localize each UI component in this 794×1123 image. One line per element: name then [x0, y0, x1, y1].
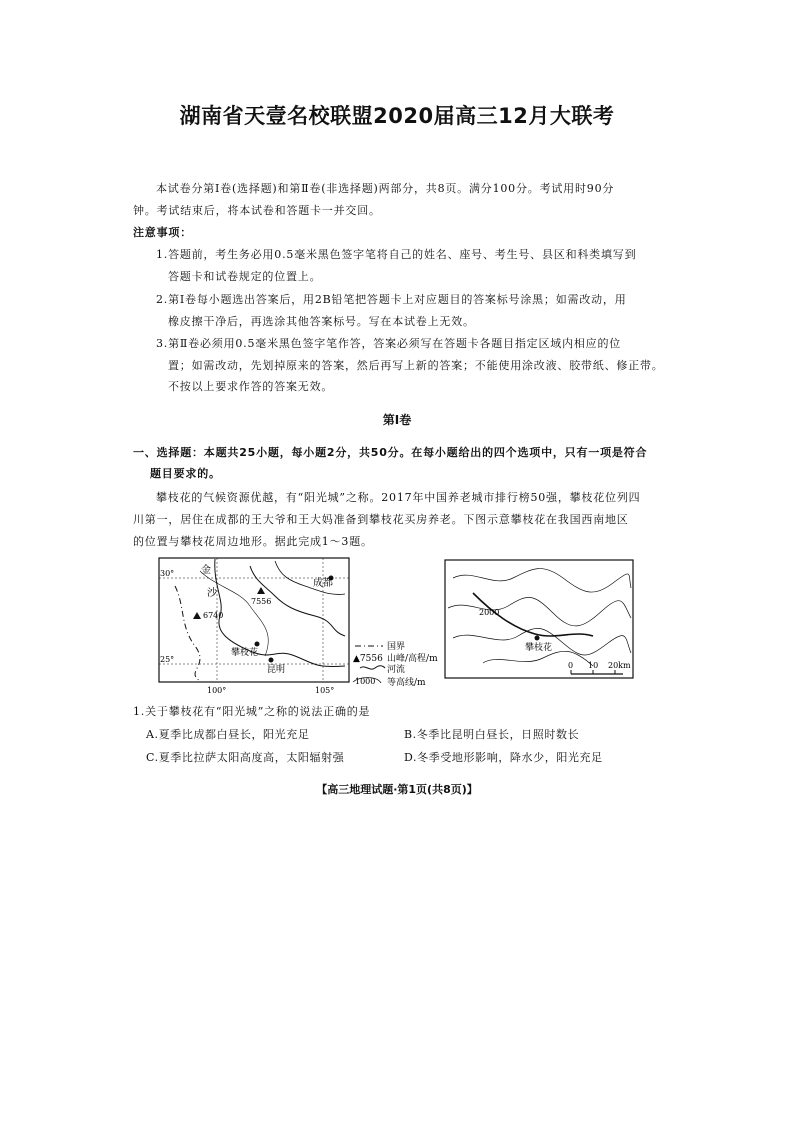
notice-item-3-cont2: 不按以上要求作答的答案无效。: [168, 380, 334, 393]
intro-line-2: 钟。考试结束后，将本试卷和答题卡一并交回。: [133, 204, 381, 217]
panzhihua-icon: [255, 642, 260, 647]
notice-item-1: 1.答题前，考生务必用0.5毫米黑色签字笔将自己的姓名、座号、考生号、县区和科类填写到: [156, 248, 637, 261]
page-title: 湖南省天壹名校联盟2020届高三12月大联考: [179, 104, 615, 128]
jin-label: 金: [201, 565, 211, 576]
legend-river: 河流: [387, 665, 406, 675]
notice-item-2: 2.第Ⅰ卷每小题选出答案后，用2B铅笔把答题卡上对应题目的答案标号涂黑；如需改动，用: [156, 293, 627, 306]
panzhihua-label: 攀枝花: [231, 648, 259, 658]
legend-peak-sym: ▲7556: [353, 654, 383, 664]
lat-25-label: 25°: [160, 655, 175, 664]
notice-item-3: 3.第Ⅱ卷必须用0.5毫米黑色签字笔作答，答案必须写在答题卡各题目指定区域内相应的位: [156, 337, 622, 350]
question-1-option-d: D.冬季受地形影响，降水少，阳光充足: [404, 751, 603, 764]
peak-7556-label: 7556: [251, 597, 272, 606]
question-1-option-a: A.夏季比成都白昼长，阳光充足: [146, 728, 310, 741]
contour-2000-label: 2000: [479, 608, 500, 617]
question-1-option-b: B.冬季比昆明白昼长，日照时数长: [404, 728, 580, 741]
passage-line-2: 川第一，居住在成都的王大爷和王大妈准备到攀枝花买房养老。下图示意攀枝花在我国西南地区: [133, 513, 629, 526]
section-title: 第Ⅰ卷: [382, 413, 412, 427]
notice-item-3-cont: 置；如需改动，先划掉原来的答案，然后再写上新的答案；不能使用涂改液、胶带纸、修正带。: [168, 359, 664, 372]
page-footer: 【高三地理试题·第1页(共8页)】: [316, 783, 478, 796]
legend-contour: 等高线/m: [387, 678, 426, 688]
map-legend: [353, 641, 438, 688]
part1-instruction: 一、选择题：本题共25小题，每小题2分，共50分。在每小题给出的四个选项中，只有一项是符合: [133, 446, 648, 459]
question-1-stem: 1.关于攀枝花有“阳光城”之称的说法正确的是: [133, 705, 371, 718]
notice-item-2-cont: 橡皮擦干净后，再选涂其他答案标号。写在本试卷上无效。: [168, 315, 475, 328]
kunming-icon: [269, 658, 274, 663]
chengdu-label: 成都: [313, 578, 333, 589]
sha-label: 沙: [207, 588, 217, 599]
legend-border: 国界: [387, 642, 406, 652]
lat-30-label: 30°: [160, 569, 175, 578]
scale-20km: 20km: [608, 661, 631, 670]
lon-100-label: 100°: [207, 686, 227, 695]
southwest-china-map: [155, 556, 445, 698]
kunming-label: 昆明: [267, 665, 286, 675]
lon-105-label: 105°: [315, 686, 335, 695]
panzhihua-city-label: 攀枝花: [525, 643, 553, 653]
peak-6740-label: 6740: [203, 611, 224, 620]
intro-line-1: 本试卷分第Ⅰ卷(选择题)和第Ⅱ卷(非选择题)两部分，共8页。满分100分。考试用时90分: [156, 182, 615, 195]
passage-line-1: 攀枝花的气候资源优越，有“阳光城”之称。2017年中国养老城市排行榜50强，攀枝花位列四: [156, 491, 641, 504]
scale-0: 0: [568, 661, 574, 670]
legend-contour-val: 1000: [355, 677, 376, 686]
panzhihua-city-icon: [535, 636, 540, 641]
scale-10: 10: [588, 661, 599, 670]
part1-instruction-cont: 题目要求的。: [150, 467, 221, 480]
legend-peak: 山峰/高程/m: [387, 654, 438, 664]
panzhihua-terrain-map: [443, 558, 635, 680]
notice-item-1-cont: 答题卡和试卷规定的位置上。: [168, 270, 322, 283]
passage-line-3: 的位置与攀枝花周边地形。据此完成1～3题。: [133, 535, 373, 548]
notice-heading: 注意事项：: [133, 226, 192, 239]
question-1-option-c: C.夏季比拉萨太阳高度高，太阳辐射强: [146, 751, 345, 764]
